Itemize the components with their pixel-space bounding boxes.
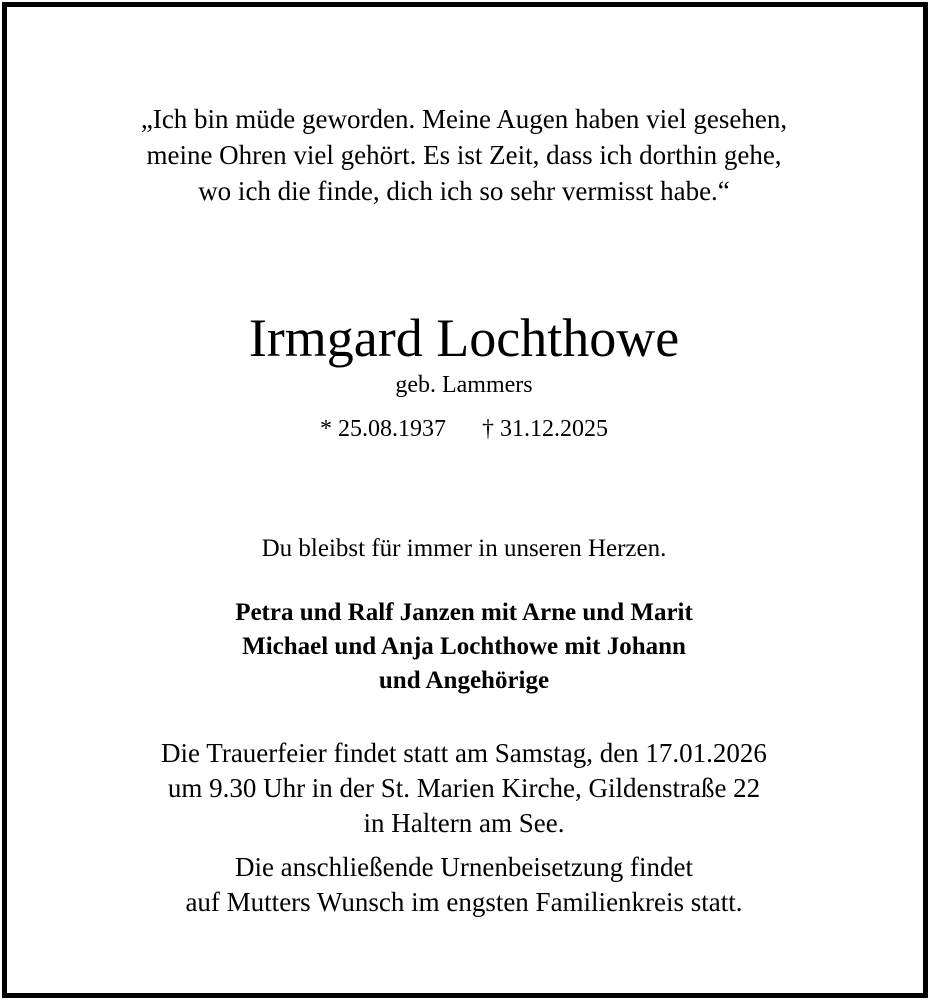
death-date: † 31.12.2025: [482, 416, 608, 442]
birth-name: geb. Lammers: [395, 372, 533, 398]
burial-line: auf Mutters Wunsch im engsten Familienkreis statt.: [185, 887, 743, 917]
family-line: Michael und Anja Lochthowe mit Johann: [242, 633, 686, 660]
family-line: Petra und Ralf Janzen mit Arne und Marit: [235, 599, 693, 626]
service-line: um 9.30 Uhr in der St. Marien Kirche, Gildenstraße 22: [167, 773, 761, 803]
burial-line: Die anschließende Urnenbeisetzung findet: [234, 852, 694, 882]
service-line: in Haltern am See.: [363, 808, 565, 838]
family-list: [0, 596, 928, 698]
burial-info: [0, 850, 928, 920]
service-line: Die Trauerfeier findet statt am Samstag, den 17.01.2026: [161, 738, 767, 768]
quote-line: wo ich die finde, dich ich so sehr vermisst habe.“: [198, 176, 730, 206]
funeral-service-info: [0, 736, 928, 841]
birth-date: * 25.08.1937: [320, 416, 446, 442]
quote-line: „Ich bin müde geworden. Meine Augen haben viel gesehen,: [140, 104, 788, 134]
remembrance-line: Du bleibst für immer in unseren Herzen.: [261, 535, 667, 562]
deceased-name: Irmgard Lochthowe: [248, 308, 680, 368]
quote: [0, 101, 928, 209]
quote-line: meine Ohren viel gehört. Es ist Zeit, dass ich dorthin gehe,: [146, 140, 782, 170]
family-line: und Angehörige: [378, 667, 550, 694]
life-dates: [0, 413, 928, 445]
